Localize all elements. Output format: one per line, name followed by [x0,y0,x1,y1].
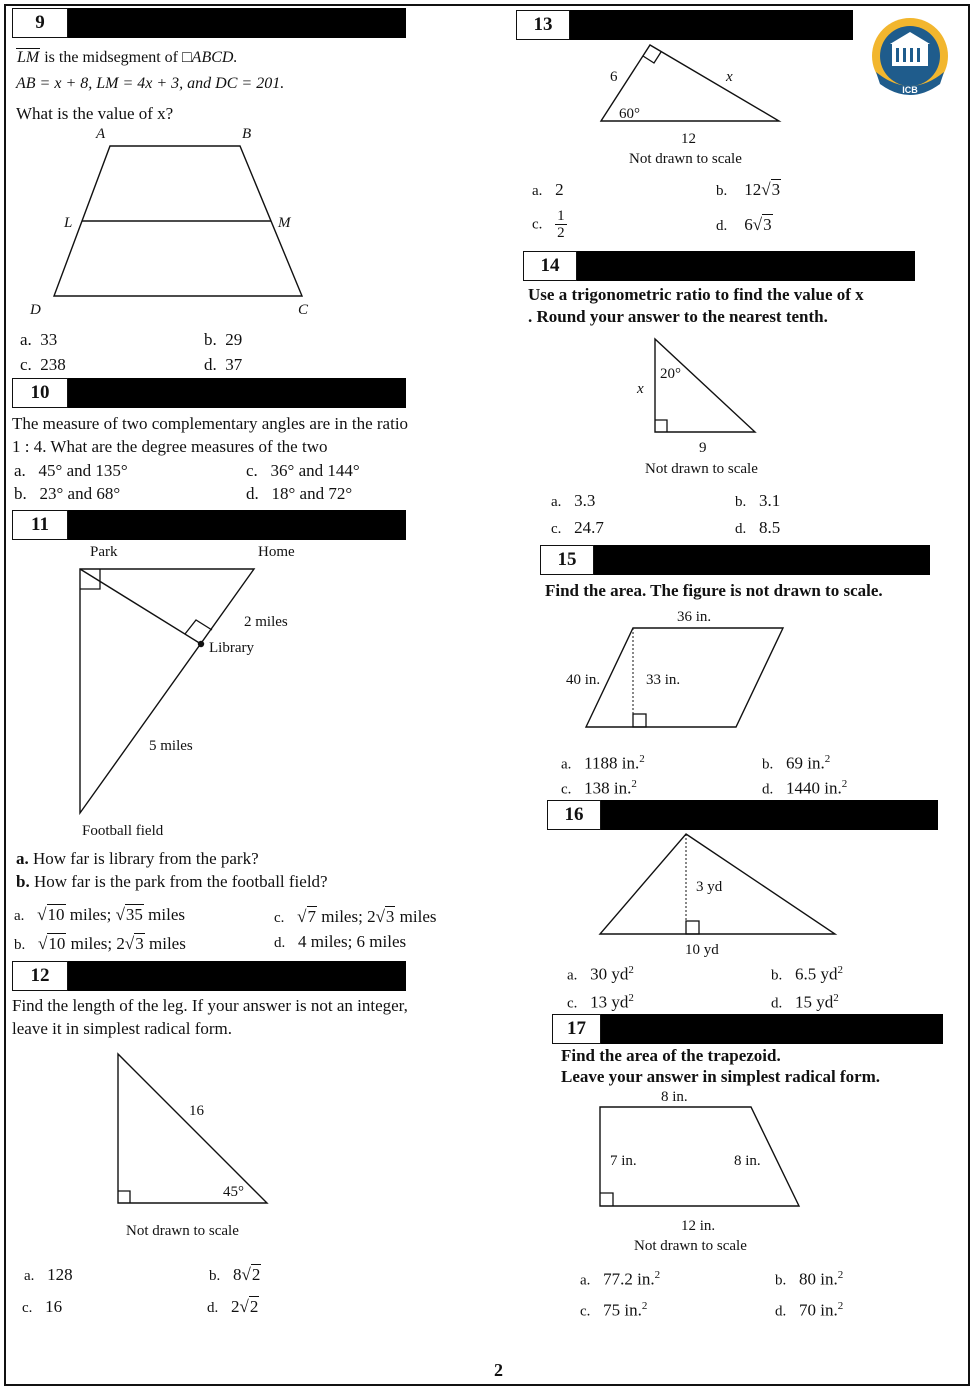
q17-label-left: 7 in. [610,1153,637,1169]
q16-label-height: 3 yd [696,879,723,895]
q15-choice-c[interactable]: c. 138 in.$^2$ [561,778,637,798]
q10-number: 10 [12,378,68,408]
q12-choice-c[interactable]: c. 16 [22,1297,63,1316]
q13-choice-d[interactable]: d. 6√3 [716,215,772,234]
q14-choice-b[interactable]: b. 3.1 [735,491,781,510]
q9-label-M: M [278,215,291,231]
q17-choice-c[interactable]: c. 75 in.$^2$ [580,1300,648,1320]
q10-choice-c[interactable]: c. 36° and 144° [246,461,360,480]
q11-choice-a[interactable]: a. √10 miles; √35 miles [14,905,186,924]
q15-choice-d[interactable]: d. 1440 in.$^2$ [762,778,848,798]
q14-choice-d[interactable]: d. 8.5 [735,518,781,537]
q14-number: 14 [523,251,577,281]
q13-note: Not drawn to scale [629,151,742,167]
q12-choice-d[interactable]: d. 2√2 [207,1297,259,1316]
q9-line2: AB = x + 8, LM = 4x + 3, and DC = 201. [16,75,285,92]
q16-choice-c[interactable]: c. 13 $yd^2$ [567,992,634,1012]
q9-choice-d[interactable]: d. 37 [204,355,243,374]
q12-choice-b[interactable]: b. 8√2 [209,1265,261,1284]
q14-label-angle: 20° [660,366,681,382]
q13-choice-a[interactable]: a. 2 [532,180,564,199]
q11-choice-d[interactable]: d. 4 miles; 6 miles [274,932,407,951]
q11-part-a: a. How far is library from the park? [16,849,259,868]
q17-label-top: 8 in. [661,1089,688,1105]
q14-choice-c[interactable]: c. 24.7 [551,518,604,537]
q12-note: Not drawn to scale [126,1223,239,1239]
q17-label-bottom: 12 in. [681,1218,716,1234]
q11-label-2miles: 2 miles [244,614,288,630]
q11-label-library: Library [209,640,254,656]
q14-note: Not drawn to scale [645,461,758,477]
q15-choice-a[interactable]: a. 1188 in.$^2$ [561,753,645,773]
q13-choice-c[interactable]: c. $\frac{1}{2}$ [532,208,565,241]
q16-label-base: 10 yd [685,942,719,958]
q11-label-home: Home [258,544,295,560]
q12-line2: leave it in simplest radical form. [12,1019,232,1038]
page-number: 2 [494,1360,503,1380]
q12-choice-a[interactable]: a. 128 [24,1265,73,1284]
q17-number: 17 [552,1014,601,1044]
q11-choice-c[interactable]: c. √7 miles; 2√3 miles [274,907,437,926]
q9-label-L: L [64,215,73,231]
q12-line1: Find the length of the leg. If your answer is not an integer, [12,996,408,1015]
q12-number: 12 [12,961,68,991]
q11-part-b: b. How far is the park from the football field? [16,872,328,891]
q16-choice-a[interactable]: a. 30 $yd^2$ [567,964,634,984]
q15-number: 15 [540,545,594,575]
q17-choice-a[interactable]: a. 77.2 in.$^2$ [580,1269,661,1289]
q17-line1: Find the area of the trapezoid. [561,1046,781,1065]
q16-choice-b[interactable]: b. 6.5 $yd^2$ [771,964,843,984]
q10-line1: The measure of two complementary angles are in the ratio [12,414,409,433]
q14-label-9: 9 [699,440,707,456]
q9-question: What is the value of x? [16,104,174,123]
q9-choice-c[interactable]: c. 238 [20,355,66,374]
q13-label-angle: 60° [619,106,640,122]
logo-label: ICB [902,85,918,95]
q15-label-top: 36 in. [677,609,712,625]
q17-note: Not drawn to scale [634,1238,747,1254]
q9-line1: LM is the midsegment of □ABCD. [17,49,238,66]
q15-label-height: 33 in. [646,672,681,688]
q15-choice-b[interactable]: b. 69 in.$^2$ [762,753,831,773]
q13-label-12: 12 [681,131,696,147]
q16-number: 16 [547,800,601,830]
q10-choice-d[interactable]: d. 18° and 72° [246,484,353,503]
q9-segment: LM [17,49,40,66]
q9-label-D: D [30,302,41,318]
q13-label-x: x [726,69,733,85]
q10-choice-a[interactable]: a. 45° and 135° [14,461,128,480]
q17-label-right: 8 in. [734,1153,761,1169]
q16-choice-d[interactable]: d. 15 $yd^2$ [771,992,839,1012]
q14-choice-a[interactable]: a. 3.3 [551,491,596,510]
q13-choice-b[interactable]: b. 12√3 [716,180,781,199]
q12-label-hyp: 16 [189,1103,204,1119]
q14-line2: . Round your answer to the nearest tenth. [528,307,828,326]
q9-label-B: B [242,126,252,142]
q11-number: 11 [12,510,68,540]
q11-label-5miles: 5 miles [149,738,193,754]
q10-line2: 1 : 4. What are the degree measures of the two [12,437,328,456]
q9-choice-b[interactable]: b. 29 [204,330,243,349]
q15-instruction: Find the area. The figure is not drawn to scale. [545,581,883,600]
q12-label-angle: 45° [223,1184,244,1200]
q14-label-x: x [637,381,644,397]
q14-line1: Use a trigonometric ratio to find the value of x [528,285,864,304]
q11-label-park: Park [90,544,118,560]
q11-choice-b[interactable]: b. √10 miles; 2√3 miles [14,934,186,953]
q13-label-6: 6 [610,69,618,85]
q11-label-football: Football field [82,823,164,839]
q13-number: 13 [516,10,570,40]
q17-line2: Leave your answer in simplest radical form. [561,1067,881,1086]
q9-choice-a[interactable]: a. 33 [20,330,58,349]
q17-choice-d[interactable]: d. 70 in.$^2$ [775,1300,844,1320]
q17-choice-b[interactable]: b. 80 in.$^2$ [775,1269,844,1289]
q15-label-side: 40 in. [566,672,601,688]
q10-choice-b[interactable]: b. 23° and 68° [14,484,121,503]
q9-label-A: A [96,126,106,142]
q9-label-C: C [298,302,309,318]
q9-number: 9 [12,8,68,38]
